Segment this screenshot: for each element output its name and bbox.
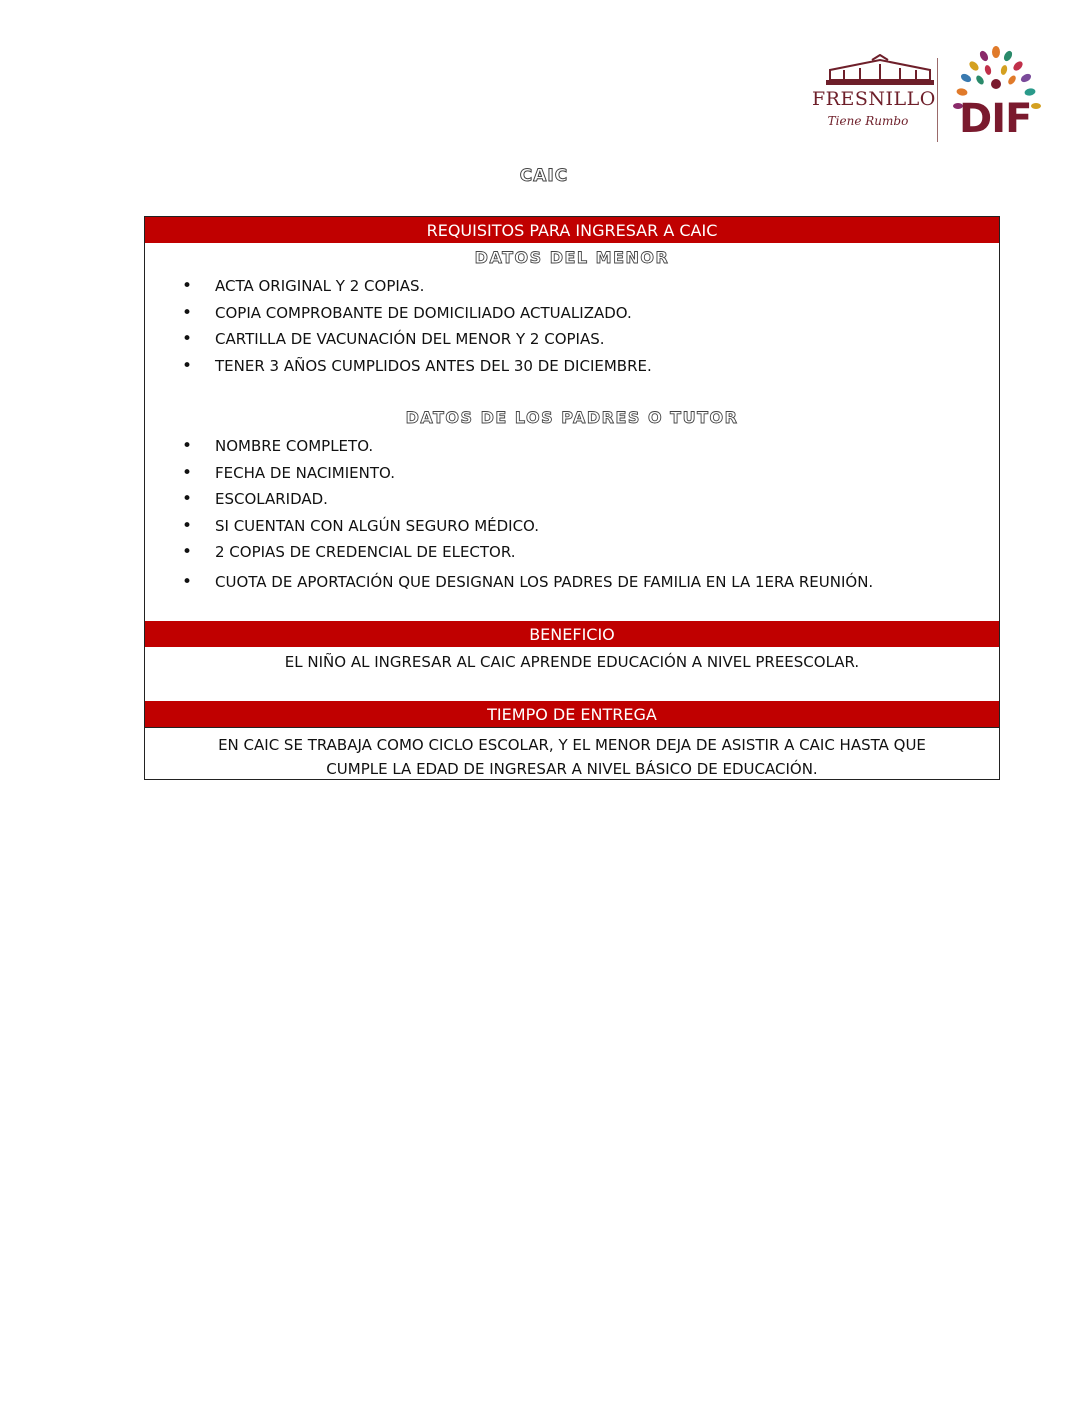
header-logos: [808, 44, 1058, 146]
delivery-header: TIEMPO DE ENTREGA: [145, 701, 999, 727]
row-divider: [145, 727, 999, 728]
delivery-text-line2: CUMPLE LA EDAD DE INGRESAR A NIVEL BÁSICO DE EDUCACIÓN.: [326, 760, 818, 778]
list-item: • FECHA DE NACIMIENTO.: [145, 460, 873, 487]
list-item: • ACTA ORIGINAL Y 2 COPIAS.: [145, 273, 652, 300]
fresnillo-wordmark: FRESNILLO: [812, 88, 936, 110]
fresnillo-building-icon: [824, 54, 936, 90]
fresnillo-tagline: Tiene Rumbo: [827, 114, 909, 128]
benefit-text: EL NIÑO AL INGRESAR AL CAIC APRENDE EDUCACIÓN A NIVEL PREESCOLAR.: [284, 653, 860, 671]
list-item: • NOMBRE COMPLETO.: [145, 433, 873, 460]
parents-data-heading: DATOS DE LOS PADRES O TUTOR: [405, 408, 739, 427]
logo-divider: [937, 58, 938, 142]
parents-requirements-list: [145, 433, 873, 595]
list-item: • ESCOLARIDAD.: [145, 486, 873, 513]
requirements-header: REQUISITOS PARA INGRESAR A CAIC: [145, 217, 999, 243]
list-item: • SI CUENTAN CON ALGÚN SEGURO MÉDICO.: [145, 513, 873, 540]
list-item: • CUOTA DE APORTACIÓN QUE DESIGNAN LOS PADRES DE FAMILIA EN LA 1ERA REUNIÓN.: [145, 569, 873, 596]
benefit-header: BENEFICIO: [145, 621, 999, 647]
list-item: • COPIA COMPROBANTE DE DOMICILIADO ACTUALIZADO.: [145, 300, 652, 327]
delivery-text-line1: EN CAIC SE TRABAJA COMO CICLO ESCOLAR, Y EL MENOR DEJA DE ASISTIR A CAIC HASTA QUE: [218, 736, 926, 754]
minor-requirements-list: [145, 273, 652, 379]
list-item: • 2 COPIAS DE CREDENCIAL DE ELECTOR.: [145, 539, 873, 566]
requirements-table: [144, 216, 1000, 780]
dif-wordmark: DIF: [959, 96, 1032, 142]
page-title: CAIC: [519, 166, 569, 186]
minor-data-heading: DATOS DEL MENOR: [474, 248, 670, 267]
list-item: • TENER 3 AÑOS CUMPLIDOS ANTES DEL 30 DE DICIEMBRE.: [145, 353, 652, 380]
list-item: • CARTILLA DE VACUNACIÓN DEL MENOR Y 2 COPIAS.: [145, 326, 652, 353]
